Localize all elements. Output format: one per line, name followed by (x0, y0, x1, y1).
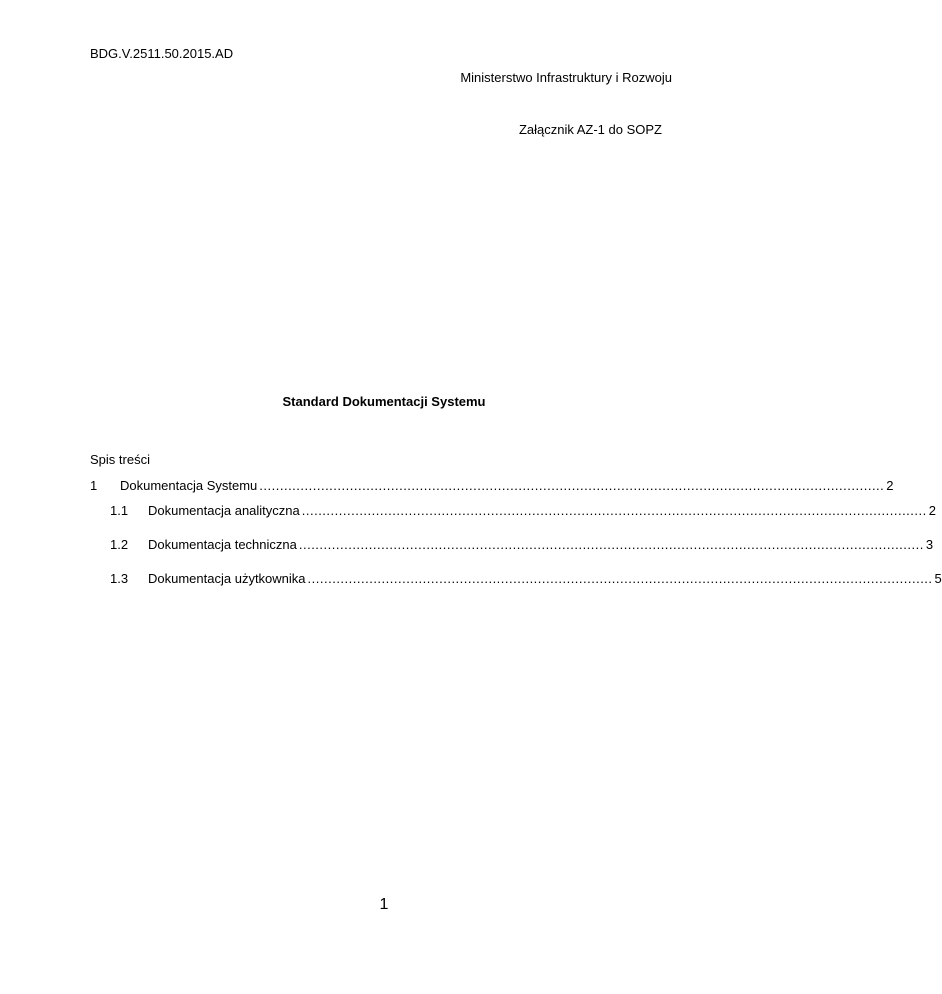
toc-entry-number: 1.2 (110, 537, 129, 552)
toc-entry-number: 1.1 (110, 503, 129, 518)
toc-entry-page: 2 (886, 478, 894, 493)
toc-leader-dots: ........................................................................................................................................................ (307, 571, 933, 586)
toc-entry-title: Dokumentacja Systemu (120, 478, 258, 493)
page-number: 1 (379, 896, 389, 913)
toc-entry[interactable] (120, 478, 894, 496)
toc-entry-title: Dokumentacja użytkownika (148, 571, 306, 586)
toc-entry[interactable] (148, 503, 936, 521)
toc-entry-number: 1.3 (110, 571, 129, 586)
toc-leader-dots: ........................................................................................................................................................ (301, 503, 927, 518)
toc-entry[interactable] (148, 537, 934, 555)
ministry-name: Ministerstwo Infrastruktury i Rozwoju (460, 70, 672, 85)
toc-entry-title: Dokumentacja analityczna (148, 503, 300, 518)
toc-entry-page: 5 (934, 571, 942, 586)
toc-leader-dots: ........................................................................................................................................................ (259, 478, 885, 493)
toc-heading: Spis treści (90, 452, 150, 467)
toc-entry-title: Dokumentacja techniczna (148, 537, 297, 552)
toc-entry-number: 1 (90, 478, 98, 493)
toc-leader-dots: ........................................................................................................................................................ (298, 537, 924, 552)
toc-entry[interactable] (148, 571, 942, 589)
document-reference: BDG.V.2511.50.2015.AD (90, 46, 234, 61)
toc-entry-page: 2 (928, 503, 936, 518)
document-title: Standard Dokumentacji Systemu (282, 394, 486, 409)
annex-label: Załącznik AZ-1 do SOPZ (518, 122, 662, 137)
toc-entry-page: 3 (925, 537, 934, 552)
